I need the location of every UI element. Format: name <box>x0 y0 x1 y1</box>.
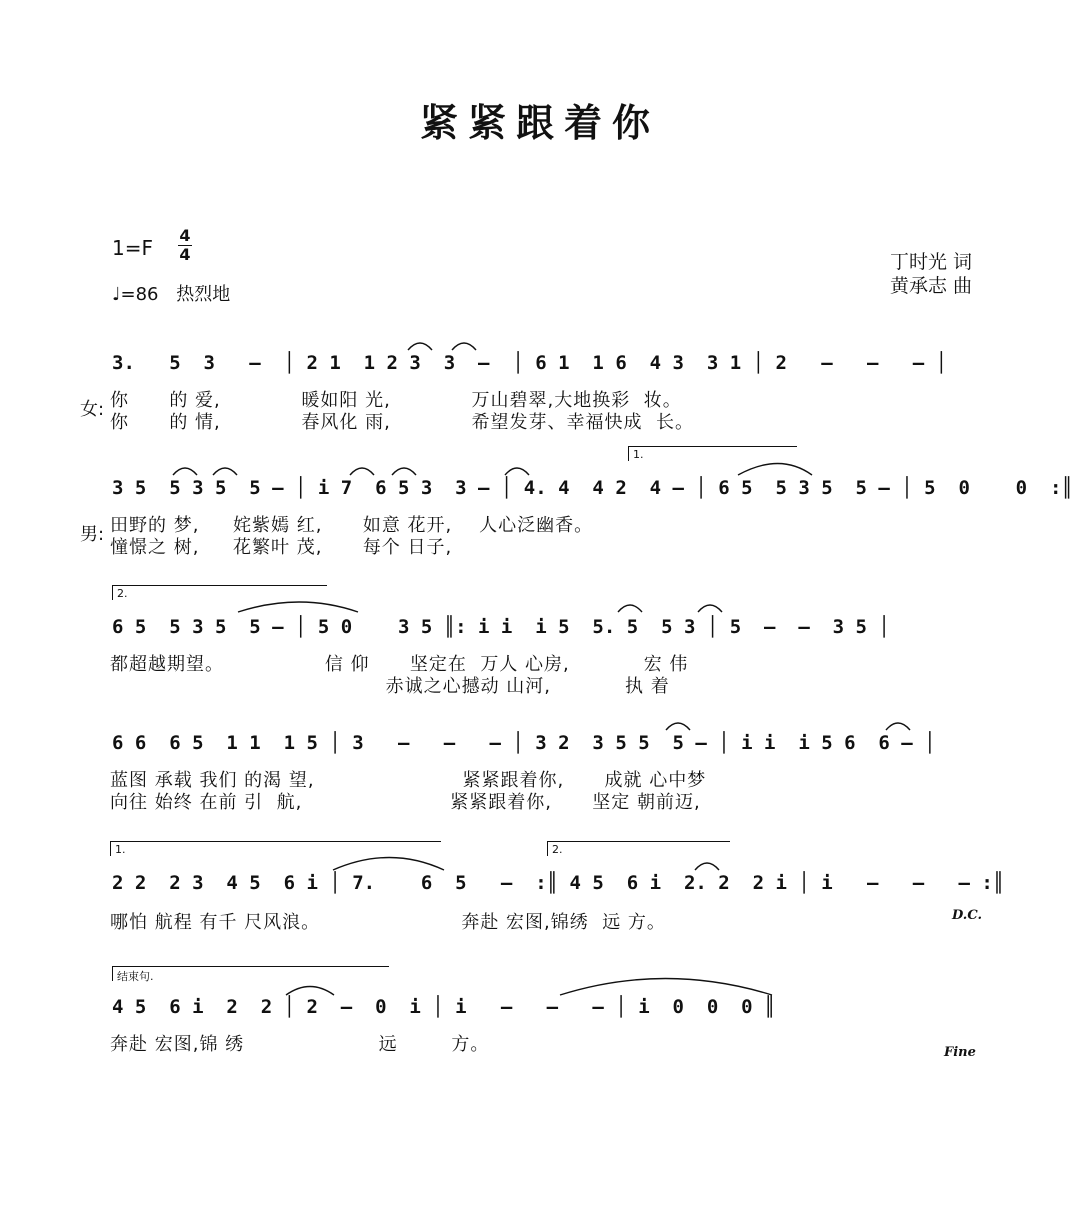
composer-credit: 黄承志 曲 <box>889 275 972 297</box>
speaker-male: 男: <box>80 524 105 545</box>
lyrics-row-3-verse-2: 赤诚之心撼动 山河, 执 着 <box>110 676 670 697</box>
key-signature: 1=F <box>112 236 153 260</box>
volta-bracket-ending-phrase: 结束句. <box>112 966 389 981</box>
lyrics-row-4-verse-2: 向往 始终 在前 引 航, 紧紧跟着你, 坚定 朝前迈, <box>110 792 701 813</box>
notation-row-1: 3. 5 3 – │ 2 1 1 2 3 3 – │ 6 1 1 6 4 3 3 1 │ 2 – – – │ <box>112 352 948 374</box>
notation-row-4: 6 6 6 5 1 1 1 5 │ 3 – – – │ 3 2 3 5 5 5 – │ i i i 5 6 6 – │ <box>112 732 936 754</box>
lyrics-row-2-verse-2: 憧憬之 树, 花繁叶 茂, 每个 日子, <box>110 537 453 558</box>
lyrics-row-2-verse-1: 田野的 梦, 姹紫嫣 红, 如意 花开, 人心泛幽香。 <box>110 515 594 536</box>
lyricist-credit: 丁时光 词 <box>889 251 972 273</box>
song-title: 紧紧跟着你 <box>419 101 660 145</box>
lyrics-row-1-verse-1: 你 的 爱, 暖如阳 光, 万山碧翠,大地换彩 妆。 <box>110 390 682 411</box>
time-sig-bottom: 4 <box>179 245 191 264</box>
volta-bracket-2: 2. <box>112 585 327 600</box>
time-sig-top: 4 <box>179 226 191 245</box>
tempo-value: ♩=86 <box>112 284 159 305</box>
volta-bracket-first-ending: 1. <box>110 841 441 856</box>
speaker-female: 女: <box>80 399 105 420</box>
lyrics-row-3-verse-1: 都超越期望。 信 仰 坚定在 万人 心房, 宏 伟 <box>110 654 689 675</box>
notation-row-3: 6 5 5 3 5 5 – │ 5 0 3 5 ║: i i i 5 5. 5 5 3 │ 5 – – 3 5 │ <box>112 616 890 638</box>
dc-marking: D.C. <box>952 908 982 923</box>
lyrics-row-6: 奔赴 宏图,锦 绣 远 方。 <box>110 1034 490 1055</box>
volta-bracket-1: 1. <box>628 446 797 461</box>
notation-row-2: 3 5 5 3 5 5 – │ i 7 6 5 3 3 – │ 4. 4 4 2 4 – │ 6 5 5 3 5 5 – │ 5 0 0 :║ <box>112 477 1073 499</box>
lyrics-row-5: 哪怕 航程 有千 尺风浪。 奔赴 宏图,锦绣 远 方。 <box>110 912 666 933</box>
fine-marking: Fine <box>944 1045 976 1060</box>
notation-row-6: 4 5 6 i 2 2 │ 2 – 0 i │ i – – – │ i 0 0 0 ║ <box>112 996 776 1018</box>
lyrics-row-4-verse-1: 蓝图 承载 我们 的渴 望, 紧紧跟着你, 成就 心中梦 <box>110 770 707 791</box>
volta-bracket-second-ending: 2. <box>547 841 730 856</box>
expression-marking: 热烈地 <box>176 284 231 305</box>
lyrics-row-1-verse-2: 你 的 情, 春风化 雨, 希望发芽、幸福快成 长。 <box>110 412 694 433</box>
notation-row-5: 2 2 2 3 4 5 6 i │ 7. 6 5 – :║ 4 5 6 i 2. 2 2 i │ i – – – :║ <box>112 872 1005 894</box>
